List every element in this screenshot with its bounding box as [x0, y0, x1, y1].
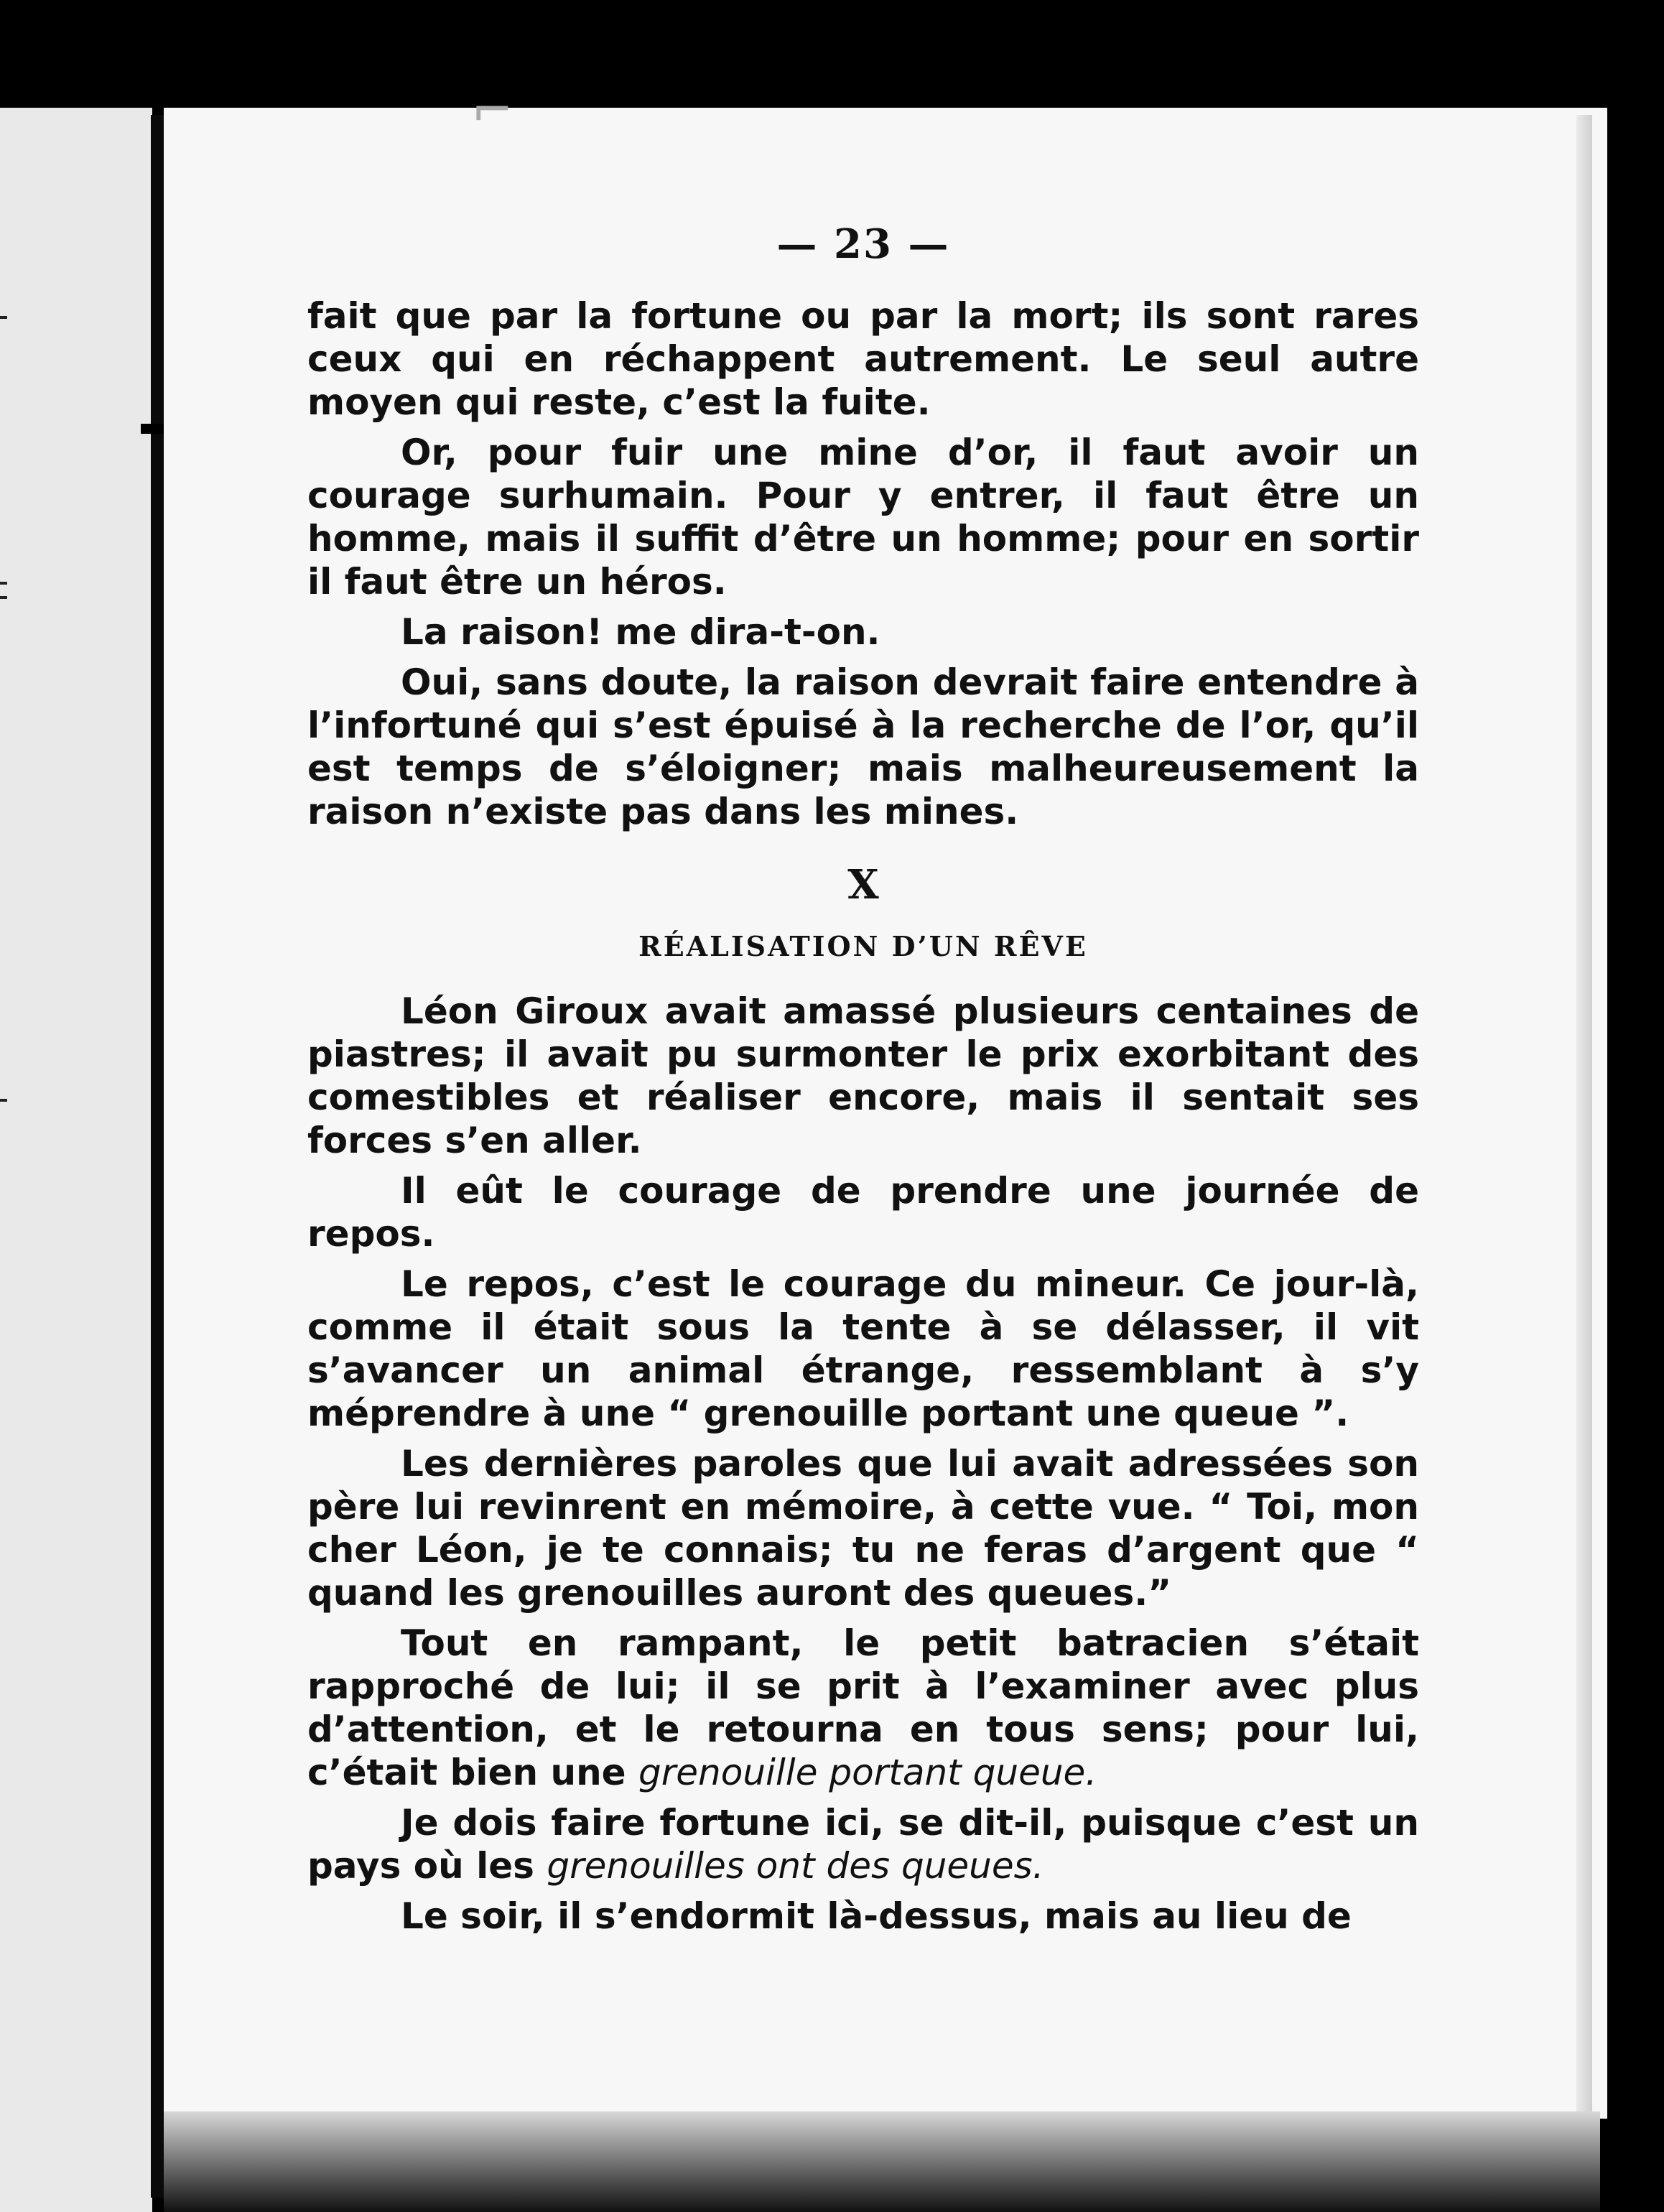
- paragraph: Le soir, il s’endormit là-dessus, mais au lieu de: [401, 1895, 1352, 1937]
- paragraph: fait que par la fortune ou par la mort; ils sont rares ceux qui en réchappent autrement. Le seul autre moyen qui reste, c’est la fuite.: [307, 295, 1419, 423]
- margin-tick: [0, 596, 7, 599]
- page-edge: [1576, 115, 1592, 2119]
- page-bottom-shadow: [164, 2111, 1600, 2212]
- paragraph: Or, pour fuir une mine d’or, il faut avoir un courage surhumain. Pour y entrer, il faut être un homme, mais il suffit d’être un homme; pour en sortir il faut être un héros.: [307, 432, 1419, 603]
- paragraph: [307, 1801, 1419, 1887]
- paragraph: Oui, sans doute, la raison devrait faire entendre à l’infortuné qui s’est épuisé à la recherche de l’or, qu’il est temps de s’éloigner; mais malheureusement la raison n’existe pas dans les mines.: [307, 661, 1419, 832]
- paragraph: Les dernières paroles que lui avait adressées son père lui revinrent en mémoire, à cette vue. “ Toi, mon cher Léon, je te connais; tu ne feras d’argent que “ quand les grenouilles auront des queues.”: [307, 1443, 1419, 1614]
- chapter-number: X: [847, 861, 879, 908]
- page-text: [307, 220, 1419, 1945]
- paragraph-text: Je dois faire fortune ici, se dit-il, puisque c’est un pays où les: [307, 1802, 1419, 1887]
- paragraph: La raison! me dira-t-on.: [401, 611, 880, 653]
- scan-corner-mark: ⌐: [471, 80, 513, 139]
- paragraph: Il eût le courage de prendre une journée de repos.: [307, 1170, 1419, 1255]
- paragraph: Le repos, c’est le courage du mineur. Ce jour-là, comme il était sous la tente à se délasser, il vit s’avancer un animal étrange, ressemblant à s’y méprendre à une “ grenouille portant une queue ”.: [307, 1263, 1419, 1434]
- left-page-edge: [0, 108, 152, 2212]
- margin-tick: [0, 1099, 7, 1102]
- paragraph: Léon Giroux avait amassé plusieurs centaines de piastres; il avait pu surmonter le prix exorbitant des comestibles et réaliser encore, mais il sentait ses forces s’en aller.: [307, 990, 1419, 1161]
- margin-tick: [0, 316, 7, 319]
- margin-tick: [0, 582, 7, 585]
- paragraph: [307, 1622, 1419, 1794]
- italic-phrase: grenouilles ont des queues.: [547, 1845, 1044, 1887]
- italic-phrase: grenouille portant queue.: [638, 1752, 1097, 1793]
- page-number: — 23 —: [776, 220, 950, 268]
- chapter-title: RÉALISATION D’UN RÊVE: [638, 930, 1088, 962]
- paragraph-text: Tout en rampant, le petit batracien s’était rapproché de lui; il se prit à l’examiner avec plus d’attention, et le retourna en tous sens; pour lui, c’était bien une: [307, 1622, 1419, 1793]
